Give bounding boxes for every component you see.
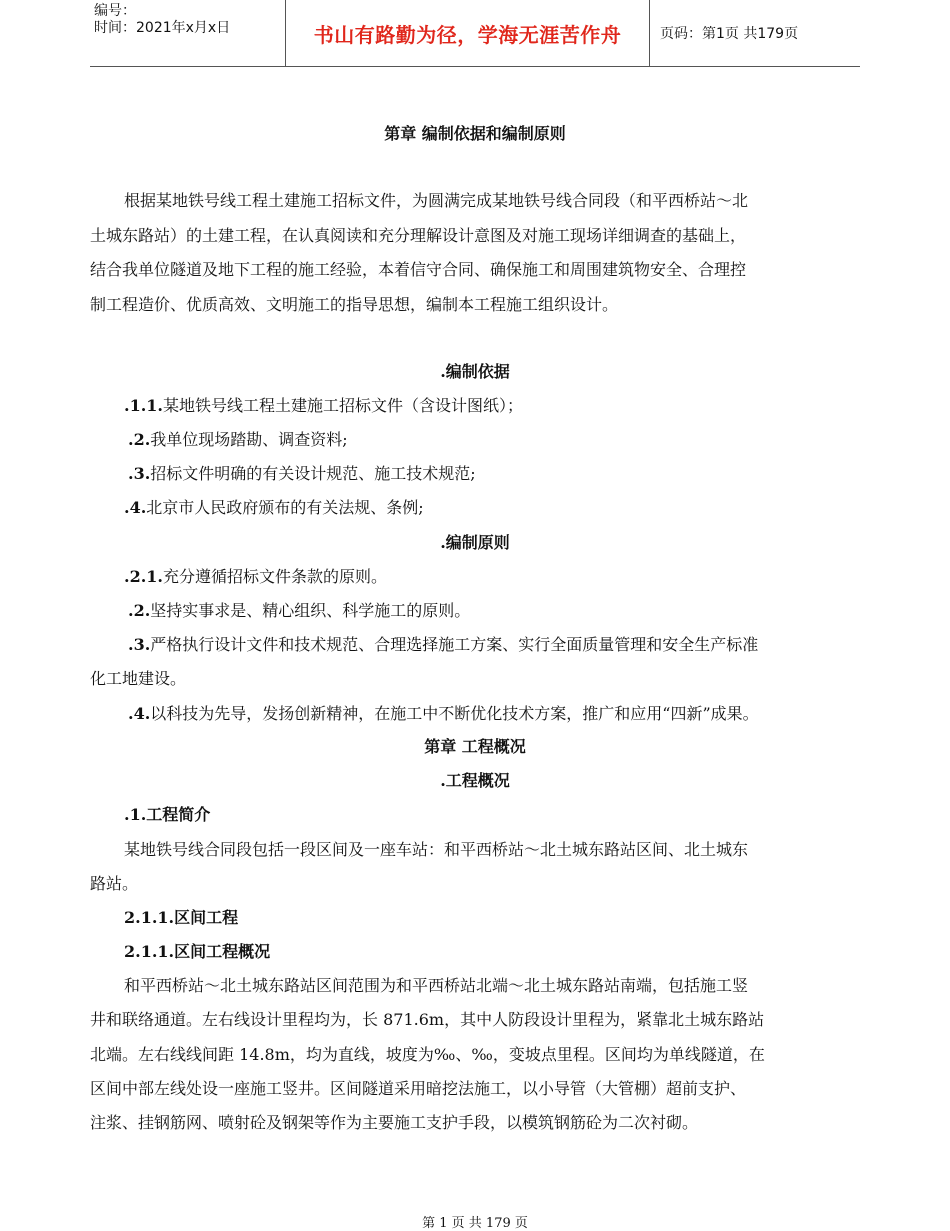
basis-item [128, 464, 476, 484]
basis-item-text: 北京市人民政府颁布的有关法规、条例; [146, 498, 424, 517]
basis-item-number: .2. [128, 430, 151, 449]
principle-item [128, 704, 759, 724]
tunnel-paragraph-line: 区间中部左线处设一座施工竖井。区间隧道采用暗挖法施工，以小导管（大管棚）超前支护、 [90, 1079, 747, 1098]
header-page-info: 页码：第1页 共179页 [660, 26, 799, 42]
overview-paragraph-line: 某地铁号线合同段包括一段区间及一座车站：和平西桥站～北土城东路站区间、北土城东 [124, 840, 749, 859]
chapter-1-title: 第章 编制依据和编制原则 [384, 124, 566, 143]
intro-paragraph-line: 制工程造价、优质高效、文明施工的指导思想，编制本工程施工组织设计。 [90, 295, 619, 314]
subsection-title: 2.1.1.区间工程 [124, 908, 239, 927]
basis-item-number: .4. [124, 498, 147, 517]
basis-item-text: 招标文件明确的有关设计规范、施工技术规范; [150, 464, 476, 483]
principle-item-text: 坚持实事求是、精心组织、科学施工的原则。 [150, 601, 471, 620]
chapter-2-title: 第章 工程概况 [424, 737, 526, 756]
basis-section-title: .编制依据 [440, 362, 510, 381]
basis-item-number: .3. [128, 464, 151, 483]
subsection-title: .1.工程简介 [124, 805, 211, 824]
basis-item [124, 396, 523, 416]
tunnel-paragraph-line: 和平西桥站～北土城东路站区间范围为和平西桥站北端～北土城东路站南端，包括施工竖 [124, 976, 749, 995]
basis-item [124, 498, 424, 518]
principle-item-text: 以科技为先导，发扬创新精神，在施工中不断优化技术方案，推广和应用“四新”成果。 [150, 704, 759, 723]
basis-item-text: 我单位现场踏勘、调查资料; [150, 430, 348, 449]
tunnel-paragraph-line: 井和联络通道。左右线设计里程均为，长 871.6m，其中人防段设计里程为，紧靠北土城东路站 [90, 1010, 765, 1029]
header-motto: 书山有路勤为径，学海无涯苦作舟 [286, 0, 650, 66]
principle-item [128, 635, 758, 655]
subsection-title: 2.1.1.区间工程概况 [124, 942, 271, 961]
page-footer: 第 1 页 共 179 页 [422, 1216, 528, 1231]
document-date: 时间：2021年x月x日 [94, 20, 231, 36]
overview-section-title: .工程概况 [440, 771, 510, 790]
principle-section-title: .编制原则 [440, 533, 510, 552]
overview-paragraph-line: 路站。 [90, 874, 139, 893]
tunnel-paragraph-line: 注浆、挂钢筋网、喷射砼及钢架等作为主要施工支护手段，以模筑钢筋砼为二次衬砌。 [90, 1113, 699, 1132]
intro-paragraph-line: 根据某地铁号线工程土建施工招标文件，为圆满完成某地铁号线合同段（和平西桥站～北 [124, 191, 749, 210]
basis-item [128, 430, 348, 450]
principle-item-number: .4. [128, 704, 151, 723]
principle-item-text: 充分遵循招标文件条款的原则。 [162, 567, 387, 586]
basis-item-text: 某地铁号线工程土建施工招标文件（含设计图纸）； [162, 396, 523, 415]
principle-item-text: 化工地建设。 [90, 669, 187, 688]
principle-item-number: .2.1. [124, 567, 163, 586]
intro-paragraph-line: 土城东路站）的土建工程，在认真阅读和充分理解设计意图及对施工现场详细调查的基础上， [90, 226, 747, 245]
tunnel-paragraph-line: 北端。左右线线间距 14.8m，均为直线，坡度为‰、‰，变坡点里程。区间均为单线隧道，在 [90, 1045, 765, 1064]
basis-item-number: .1.1. [124, 396, 163, 415]
principle-item-continuation [90, 669, 186, 689]
header-meta [90, 0, 286, 66]
principle-item-text: 严格执行设计文件和技术规范、合理选择施工方案、实行全面质量管理和安全生产标准 [150, 635, 759, 654]
principle-item [124, 567, 387, 587]
principle-item-number: .2. [128, 601, 151, 620]
principle-item-number: .3. [128, 635, 151, 654]
principle-item [128, 601, 470, 621]
page-header [90, 0, 860, 67]
document-number-label: 编号： [94, 3, 136, 19]
intro-paragraph-line: 结合我单位隧道及地下工程的施工经验，本着信守合同、确保施工和周围建筑物安全、合理控 [90, 260, 747, 279]
